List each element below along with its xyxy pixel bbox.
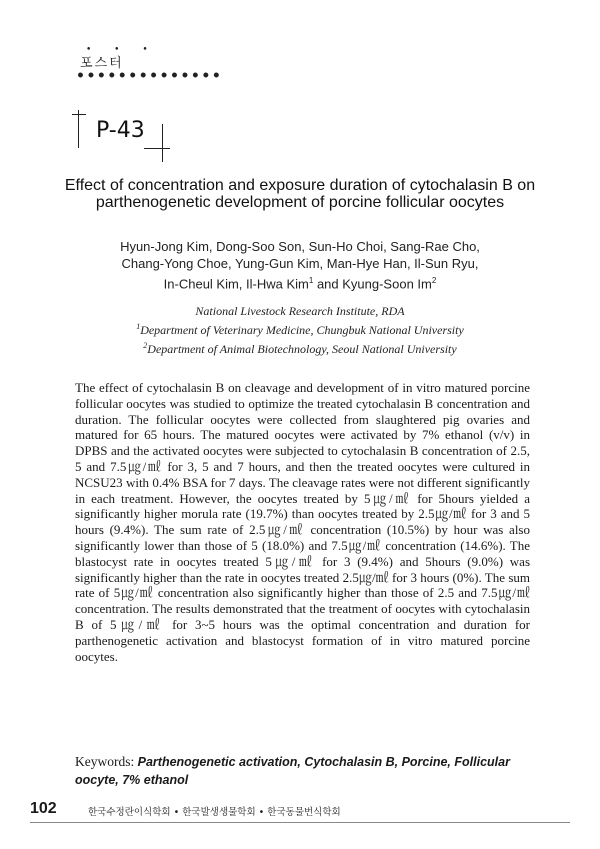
affiliation — [40, 338, 560, 357]
affiliation-marker: 2 — [143, 341, 148, 350]
poster-id-mark — [72, 110, 182, 160]
author-line — [40, 272, 560, 292]
paper-title: Effect of concentration and exposure duration of cytochalasin B on parthenogenetic development of porcine follicular oocytes — [64, 177, 536, 211]
corner-mark-line — [78, 110, 79, 148]
poster-id: P-43 — [96, 118, 145, 143]
corner-mark-line — [162, 124, 163, 162]
section-label: 포스터 — [80, 56, 124, 71]
author-line: Chang-Yong Choe, Yung-Gun Kim, Man-Hye Han, Il-Sun Ryu, — [121, 256, 479, 271]
affiliation-marker: 1 — [308, 276, 314, 285]
affiliations — [40, 304, 560, 357]
affiliation: National Livestock Research Institute, RDA — [195, 304, 405, 318]
author-text: and Kyung-Soon Im — [313, 276, 432, 292]
section-dots: • • • — [86, 45, 158, 55]
keywords-terms: Parthenogenetic activation, Cytochalasin B, Porcine, Follicular oocyte, 7% ethanol — [75, 755, 510, 787]
corner-mark-line — [72, 114, 86, 115]
affiliation-text: Department of Veterinary Medicine, Chungbuk National University — [140, 323, 464, 337]
affiliation-text: Department of Animal Biotechnology, Seoul National University — [147, 342, 457, 356]
page-number: 102 — [30, 800, 57, 817]
author-list — [40, 238, 560, 292]
affiliation-marker: 1 — [136, 322, 141, 331]
footer-societies: 한국수정란이식학회 • 한국발생생물학회 • 한국동물번식학회 — [88, 807, 341, 818]
corner-mark-line — [144, 148, 170, 149]
author-text: In-Cheul Kim, Il-Hwa Kim — [163, 276, 309, 292]
affiliation — [40, 319, 560, 338]
abstract-body: The effect of cytochalasin B on cleavage and development of in vitro matured porcine follicular oocytes was studied to optimize the treated cytochalasin B concentration and duration. The follicular oocytes were collected from slaughtered pig ovaries and matured for 65 hours. The matured oocytes were activated by 7% ethanol (v/v) in DPBS and the activated oocytes were subjected to cytochalasin B concentration of 2.5, 5 and 7.5㎍/㎖ for 3, 5 and 7 hours, and then the treated oocytes were cultured in NCSU23 with 0.4% BSA for 7 days. The cleavage rates were not different significantly in each treatment. However, the oocytes treated by 5㎍/㎖ for 5hours yielded a significantly higher morula rate (19.7%) than oocytes treated by 2.5㎍/㎖ for 3 and 5 hours (9.4%). The sum rate of 2.5㎍/㎖ concentration (10.5%) by hour was also significantly lower than those of 5 (18.0%) and 7.5㎍/㎖ concentration (14.6%). The blastocyst rate in oocytes treated 5㎍/㎖ for 3 (9.4%) and 5hours (9.0%) was significantly higher than the rate in oocytes treated 2.5㎍/㎖ for 3 hours (0%). The sum rate of 5㎍/㎖ concentration also significantly higher than those of 2.5 and 7.5㎍/㎖ concentration. The results demonstrated that the treatment of oocytes with cytochalasin B of 5㎍/㎖ for 3~5 hours was the optimal concentration and duration for parthenogenetic activation and blastocyst formation of in vitro matured porcine oocytes. — [75, 380, 530, 664]
affiliation-marker: 2 — [431, 276, 437, 285]
dotted-divider: •••••••••••••• — [76, 68, 223, 84]
keywords-label: Keywords: — [75, 754, 138, 769]
author-line: Hyun-Jong Kim, Dong-Soo Son, Sun-Ho Choi, Sang-Rae Cho, — [120, 239, 480, 254]
footer-rule — [30, 822, 570, 823]
keywords — [75, 753, 530, 789]
